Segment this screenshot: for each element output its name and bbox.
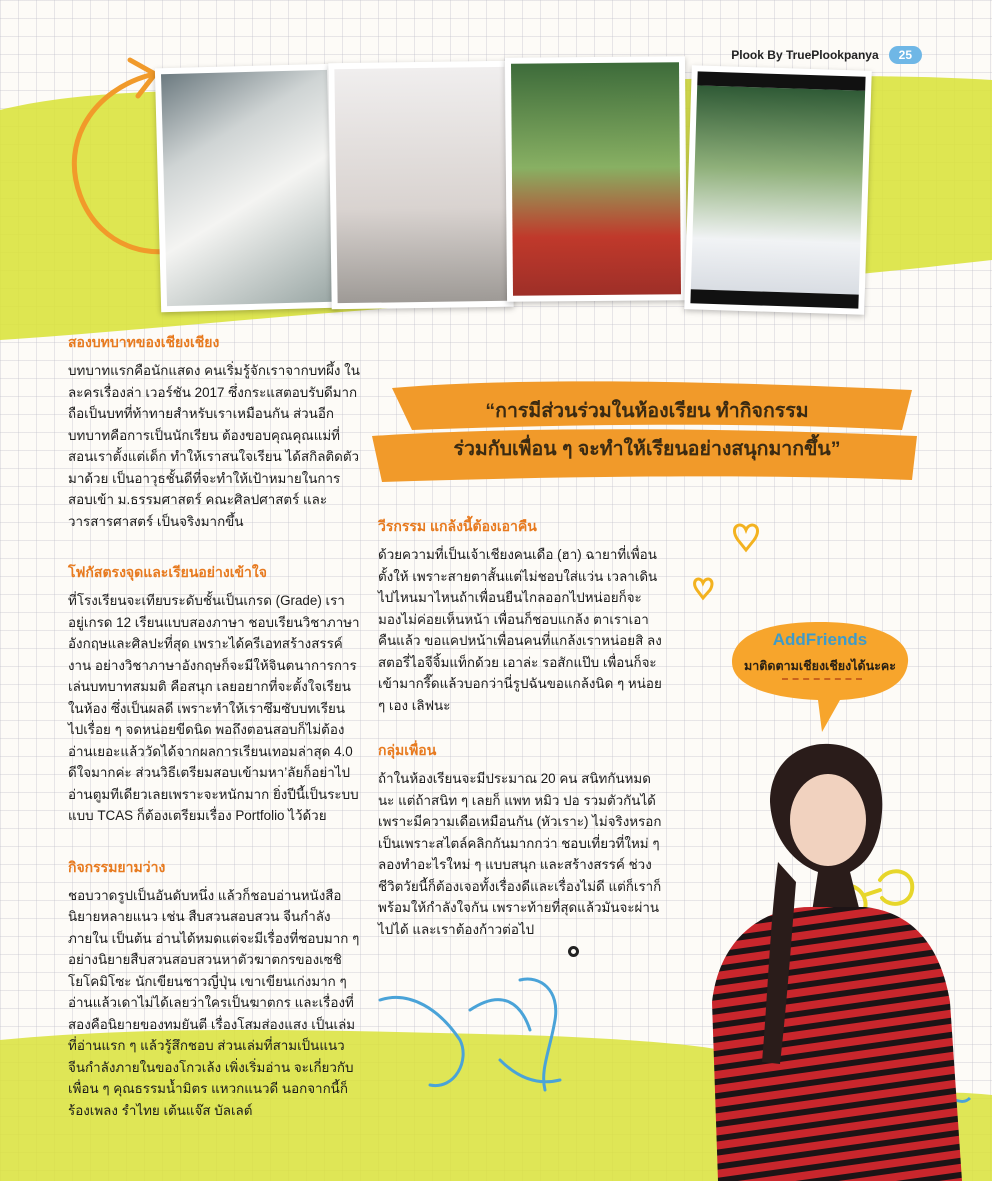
section-friends (378, 740, 663, 962)
section-title: โฟกัสตรงจุดและเรียนอย่างเข้าใจ (68, 564, 267, 580)
section-title: กิจกรรมยามว่าง (68, 858, 166, 875)
bubble-divider (782, 678, 862, 680)
section-title: กลุ่มเพื่อน (378, 742, 437, 758)
right-column (378, 516, 663, 962)
section-body-text: ถ้าในห้องเรียนจะมีประมาณ 20 คน สนิทกันหมดนะ แต่ถ้าสนิท ๆ เลยก็ แพท หมิว ปอ รวมตัวกันได้เพราะมีความเดือเหมือนกัน (หัวเราะ) ไม่จริงหรอกเป็นเพราะสไตล์คลิกกันมากกว่า ชอบเที่ยวที่ใหม่ ๆ ลองทำอะไรใหม่ ๆ แบบสนุก และสร้างสรรค์ ช่วงชีวิตวัยนี้ก็ต้องเจอทั้งเรื่องดีและเรื่องไม่ดี แต่ก็เราก็พร้อมให้กำลังใจกัน เพราะท้ายที่สุดแล้วมันจะผ่านไปได้ และเราต้องก้าวต่อไป (378, 771, 662, 937)
section-free-time (68, 857, 360, 1122)
add-friends-bubble (730, 620, 910, 735)
quote-line-1: “การมีส่วนร่วมในห้องเรียน ทำกิจกรรม (485, 400, 809, 422)
photo-1 (155, 64, 339, 313)
section-body: ชอบวาดรูปเป็นอันดับหนึ่ง แล้วก็ชอบอ่านหนังสือนิยายหลายแนว เช่น สืบสวนสอบสวน จีนกำลังภายใน เป็นต้น อ่านได้หมดแต่จะมีเรื่องที่ชอบมาก ๆ อย่างนิยายสืบสวนสอบสวนหาตัวฆาตกรของเซชิ โยโคมิโซะ นักเขียนชาวญี่ปุ่น เขาเขียนเก่งมาก ๆ อ่านแล้วเดาไม่ได้เลยว่าใครเป็นฆาตกร และเรื่องที่สองคือนิยายของทมยันตี เรื่องโสมส่องแสง เป็นเล่มที่อ่านแรก ๆ แล้วรู้สึกชอบ ส่วนเล่มที่สามเป็นแนวจีนกำลังภายในของโกวเล้ง เพิ่งเริ่มอ่าน จะเกี่ยวกับเพื่อน ๆ คุณธรรมน้ำมิตร แหวกแนวดี นอกจากนี้ก็ร้องเพลง รำไทย เต้นแจ๊ส บัลเลต์ (68, 887, 360, 1118)
section-title: วีรกรรม แกล้งนี้ต้องเอาคืน (378, 518, 537, 534)
photo-1-image (161, 70, 333, 306)
section-title: สองบทบาทของเชียงเชียง (68, 334, 220, 350)
quote-text (372, 392, 922, 468)
section-prank (378, 516, 663, 716)
yellow-heart-doodle (734, 525, 757, 550)
publication-name: Plook By TruePlookpanya (731, 48, 879, 62)
photo-2-image (334, 67, 507, 303)
section-body (378, 768, 663, 962)
add-friends-title: AddFriends (772, 630, 868, 649)
pull-quote (372, 378, 922, 486)
page-header (731, 46, 922, 64)
section-focus (68, 562, 360, 827)
photo-2 (328, 61, 513, 310)
photo-4-image (690, 71, 865, 308)
portrait-image (700, 742, 992, 1181)
photo-3 (505, 56, 687, 302)
add-friends-subtitle: มาติดตามเชียงเชียงได้นะคะ (744, 659, 896, 673)
left-column (68, 332, 360, 1121)
yellow-heart-doodle-2 (695, 579, 712, 598)
section-body: ด้วยความที่เป็นเจ้าเชียงคนเดือ (ฮา) ฉายาที่เพื่อนตั้งให้ เพราะสายตาสั้นแต่ไม่ชอบใส่แว่น เวลาเดินไปไหนมาไหนถ้าเพื่อนยืนไกลออกไปหน่อยก็จะมองไม่ค่อยเห็นหน้า เพื่อนก็ชอบแกล้ง ตาเราเอาคืนแล้ว ขอแคปหน้าเพื่อนคนที่แกล้งเราหน่อยสิ ลงสตอรี่ไอจีจิ้มแท็กด้วย เอาล่ะ รอสักแป๊บ เพื่อนก็จะเข้ามากรี๊ดแล้วบอกว่านี่รูปฉันขอแกล้งนิด ๆ หน่อย ๆ เอง เลิฟนะ (378, 547, 662, 713)
photo-3-image (511, 62, 681, 295)
page-number: 25 (889, 46, 922, 64)
end-mark-icon (568, 946, 579, 957)
section-body: บทบาทแรกคือนักแสดง คนเริ่มรู้จักเราจากบทผึ้ง ในละครเรื่องล่า เวอร์ชัน 2017 ซึ่งกระแสตอบรับดีมาก ถือเป็นบทที่ท้าทายสำหรับเราเหมือนกัน ส่วนอีกบทบาทคือการเป็นนักเรียน ต้องขอบคุณคุณแม่ที่สอนเราตั้งแต่เด็ก ทำให้เราสนใจเรียน ได้สกิลติดตัวมาด้วย เป็นอาวุธชั้นดีที่จะทำให้เป้าหมายในการสอบเข้า ม.ธรรมศาสตร์ คณะศิลปศาสตร์ และวารสารศาสตร์ เป็นจริงมากขึ้น (68, 363, 360, 529)
section-body: ที่โรงเรียนจะเทียบระดับชั้นเป็นเกรด (Grade) เราอยู่เกรด 12 เรียนแบบสองภาษา ชอบเรียนวิชาภาษาอังกฤษและศิลปะที่สุด เพราะได้ครีเอทสร้างสรรค์งาน อย่างวิชาภาษาอังกฤษก็จะมีให้จินตนาการการเล่นบทบาทสมมติ คือสนุก เลยอยากที่จะตั้งใจเรียนในห้อง ซึ่งเป็นผลดี เพราะทำให้เราซึมซับบทเรียนไปเรื่อย ๆ จดหน่อยขีดนิด พอถึงตอนสอบก็ไม่ต้องอ่านเยอะแล้ววัดได้จากผลการเรียนเทอมล่าสุด 4.0 ดีใจมากค่ะ ส่วนวิธีเตรียมสอบเข้ามหา’ลัยก็อย่าไปอ่านตูมทีเดียวเลยเพราะจะหนักมาก ยิ่งปีนี้เป็นระบบแบบ TCAS ก็ต้องเตรียมเรื่อง Portfolio ไว้ด้วย (68, 593, 360, 823)
photo-4 (684, 65, 872, 315)
quote-line-2: ร่วมกับเพื่อน ๆ จะทำให้เรียนอย่างสนุกมากขึ้น” (453, 438, 841, 460)
section-two-roles (68, 332, 360, 532)
